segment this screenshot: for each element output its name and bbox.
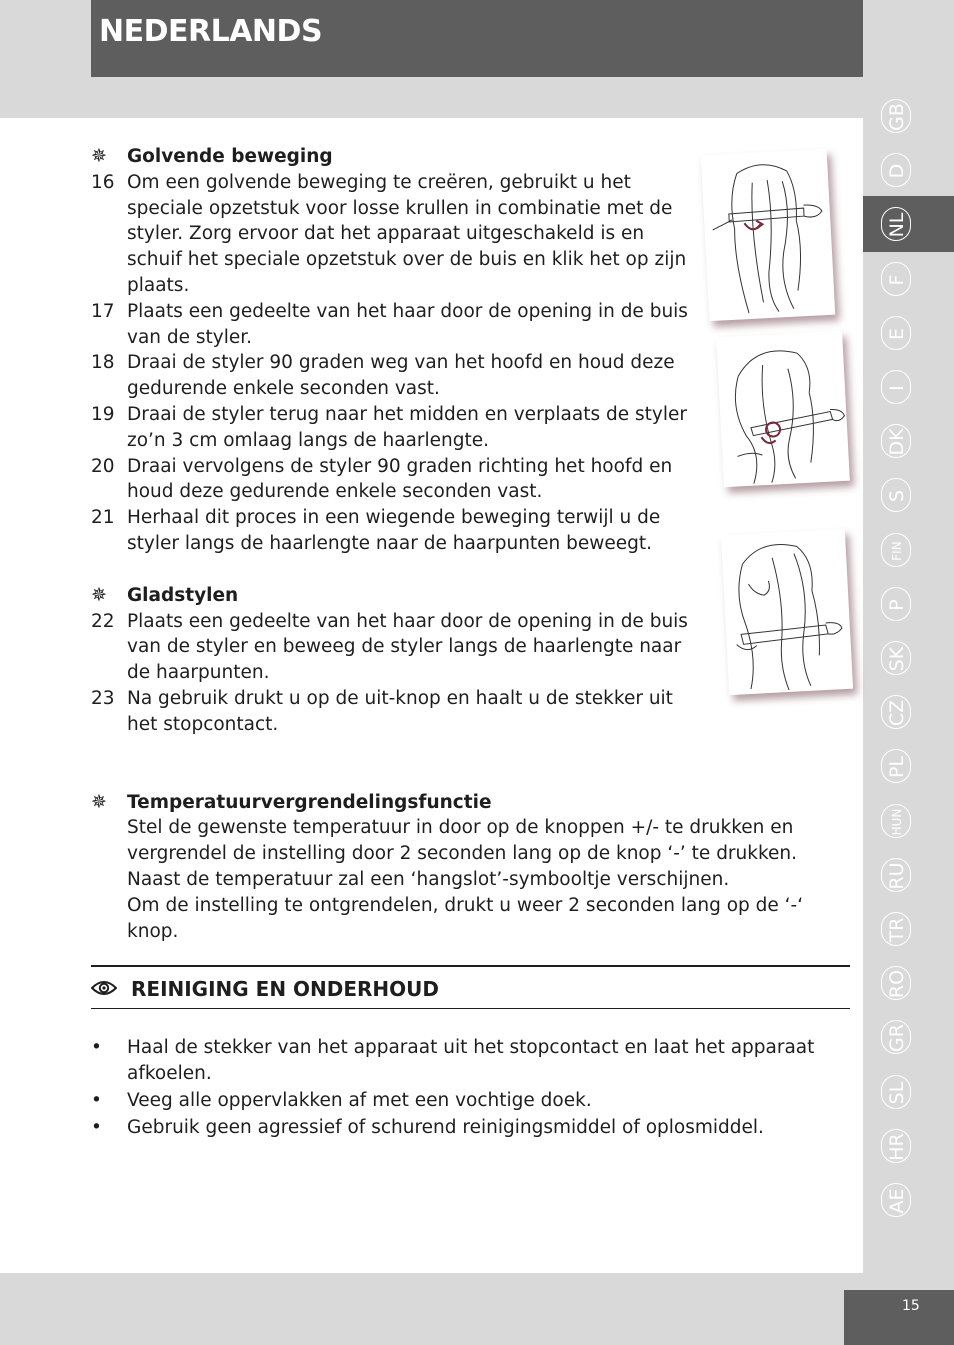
language-code: RO — [886, 970, 908, 999]
sun-icon: ✵ — [91, 583, 107, 606]
language-code: HUN — [890, 808, 904, 835]
language-tab-sl[interactable] — [863, 1064, 954, 1120]
sun-icon: ✵ — [91, 790, 107, 813]
hair-styling-drawing — [701, 149, 836, 321]
language-code: SK — [886, 646, 908, 672]
step-number: 17 — [91, 300, 115, 322]
language-code: RU — [886, 862, 908, 890]
step-text: Plaats een gedeelte van het haar door de opening in de buis van de styler. — [127, 300, 688, 348]
language-code: DK — [886, 428, 908, 456]
hair-styling-drawing — [721, 529, 853, 695]
lock-heading-row — [91, 790, 851, 816]
straight-heading: Gladstylen — [127, 584, 239, 606]
step-text: Plaats een gedeelte van het haar door de opening in de buis van de styler en beweeg de styler langs de haarlengte naar de haarpunten. — [127, 610, 688, 684]
language-pill — [881, 316, 911, 350]
language-tab-dk[interactable] — [863, 413, 954, 469]
step-text: Herhaal dit proces in een wiegende beweging terwijl u de styler langs de haarlengte naar de haarpunten beweegt. — [127, 507, 661, 554]
waves-heading: Golvende beweging — [127, 146, 333, 167]
language-pill — [881, 858, 911, 892]
step-number: 21 — [91, 507, 115, 529]
page-number-box — [844, 1290, 954, 1345]
step-number: 22 — [91, 610, 115, 632]
step-text: Na gebruik drukt u op de uit-knop en haalt u de stekker uit het stopcontact. — [127, 687, 673, 735]
language-tab-e[interactable] — [863, 305, 954, 361]
header-bar — [91, 0, 863, 77]
language-code: E — [886, 327, 908, 340]
language-tab-nl[interactable] — [863, 196, 954, 252]
language-code: CZ — [886, 700, 908, 727]
language-pill — [881, 966, 911, 1000]
cleaning-section-header — [91, 965, 850, 1009]
language-pill — [881, 1129, 911, 1163]
language-pill — [881, 587, 911, 621]
language-code: P — [886, 599, 908, 611]
language-code: SL — [886, 1081, 908, 1104]
page-title: NEDERLANDS — [99, 14, 323, 49]
hair-styling-drawing — [716, 331, 850, 487]
step-number: 23 — [91, 687, 115, 709]
language-code: GB — [886, 103, 908, 131]
language-code: AE — [886, 1188, 908, 1214]
cleaning-title: REINIGING EN ONDERHOUD — [131, 977, 440, 1001]
illustration-wave-styling-1 — [701, 149, 836, 321]
step-number: 20 — [91, 455, 115, 477]
language-tab-sk[interactable] — [863, 630, 954, 686]
step-text: Draai de styler 90 graden weg van het hoofd en houd deze gedurende enkele seconden vast. — [127, 352, 675, 400]
language-pill — [881, 1075, 911, 1109]
language-pill — [881, 749, 911, 783]
list-item: • Haal de stekker van het apparaat uit het stopcontact en laat het apparaat afkoelen. — [91, 1035, 821, 1087]
language-tab-d[interactable] — [863, 142, 954, 198]
illustration-straightening — [721, 529, 853, 695]
language-code: PL — [886, 756, 908, 779]
language-pill — [881, 207, 911, 241]
language-tab-p[interactable] — [863, 576, 954, 632]
bullet-icon: • — [91, 1090, 102, 1111]
language-tab-tr[interactable] — [863, 901, 954, 957]
language-tab-cz[interactable] — [863, 684, 954, 740]
language-pill — [881, 804, 911, 838]
language-code: HR — [886, 1133, 908, 1161]
list-item: • Veeg alle oppervlakken af met een vochtige doek. — [91, 1088, 821, 1114]
language-code: D — [886, 163, 908, 179]
language-tab-hun[interactable] — [863, 793, 954, 849]
language-code: FIN — [890, 540, 904, 561]
footer-band — [337, 1273, 863, 1345]
language-code: GR — [886, 1024, 908, 1053]
language-tab-s[interactable] — [863, 467, 954, 523]
language-tab-pl[interactable] — [863, 738, 954, 794]
page-number: 15 — [902, 1298, 920, 1314]
bullet-icon: • — [91, 1117, 102, 1138]
step-number: 18 — [91, 352, 115, 374]
language-pill — [881, 1183, 911, 1217]
language-code: S — [886, 490, 908, 503]
step-text: Om een golvende beweging te creëren, gebruikt u het speciale opzetstuk voor losse krullen in combinatie met de styler. Zorg ervoor dat het apparaat uitgeschakeld is en schuif het speciale opzetstuk over de buis en klik het op zijn plaats. — [127, 171, 687, 296]
language-code: TR — [886, 917, 908, 943]
language-tab-ae[interactable] — [863, 1172, 954, 1228]
language-code: F — [886, 274, 908, 286]
bullet-icon: • — [91, 1037, 102, 1058]
language-tab-gr[interactable] — [863, 1009, 954, 1065]
language-tab-ro[interactable] — [863, 955, 954, 1011]
language-tab-f[interactable] — [863, 251, 954, 307]
step-number: 16 — [91, 171, 115, 193]
lock-heading: Temperatuurvergrendelingsfunctie — [127, 791, 492, 813]
step-text: Draai vervolgens de styler 90 graden richting het hoofd en houd deze gedurende enkele seconden vast. — [127, 455, 673, 503]
language-pill — [881, 1020, 911, 1054]
cleaning-list — [91, 1035, 821, 1142]
language-pill — [881, 533, 911, 567]
language-pill — [881, 695, 911, 729]
list-item: • Gebruik geen agressief of schurend reinigingsmiddel of oplosmiddel. — [91, 1115, 821, 1141]
language-pill — [881, 912, 911, 946]
language-tab-hr[interactable] — [863, 1118, 954, 1174]
lock-line: Naast de temperatuur zal een ‘hangslot’-symbooltje verschijnen. — [127, 868, 730, 890]
sun-icon: ✵ — [91, 145, 107, 167]
illustration-wave-styling-2 — [716, 331, 850, 487]
language-pill — [881, 370, 911, 404]
step-text: Draai de styler terug naar het midden en verplaats de styler zo’n 3 cm omlaag langs de haarlengte. — [127, 403, 687, 451]
language-code: NL — [886, 212, 908, 238]
language-pill — [881, 262, 911, 296]
language-code: I — [886, 385, 908, 391]
language-tab-i[interactable] — [863, 359, 954, 415]
language-pill — [881, 99, 911, 133]
language-pill — [881, 478, 911, 512]
language-pill — [881, 424, 911, 458]
language-tab-fin[interactable] — [863, 522, 954, 578]
language-tab-ru[interactable] — [863, 847, 954, 903]
lock-line: Om de instelling te ontgrendelen, drukt u weer 2 seconden lang op de ‘-‘ knop. — [127, 894, 804, 942]
language-pill — [881, 153, 911, 187]
eye-icon — [91, 979, 117, 997]
language-pill — [881, 641, 911, 675]
lock-body — [91, 815, 851, 944]
step-number: 19 — [91, 403, 115, 425]
language-tab-gb[interactable] — [863, 88, 954, 144]
lock-line: Stel de gewenste temperatuur in door op de knoppen +/- te drukken en vergrendel de instelling door 2 seconden lang op de knop ‘-’ te drukken. — [127, 817, 798, 865]
